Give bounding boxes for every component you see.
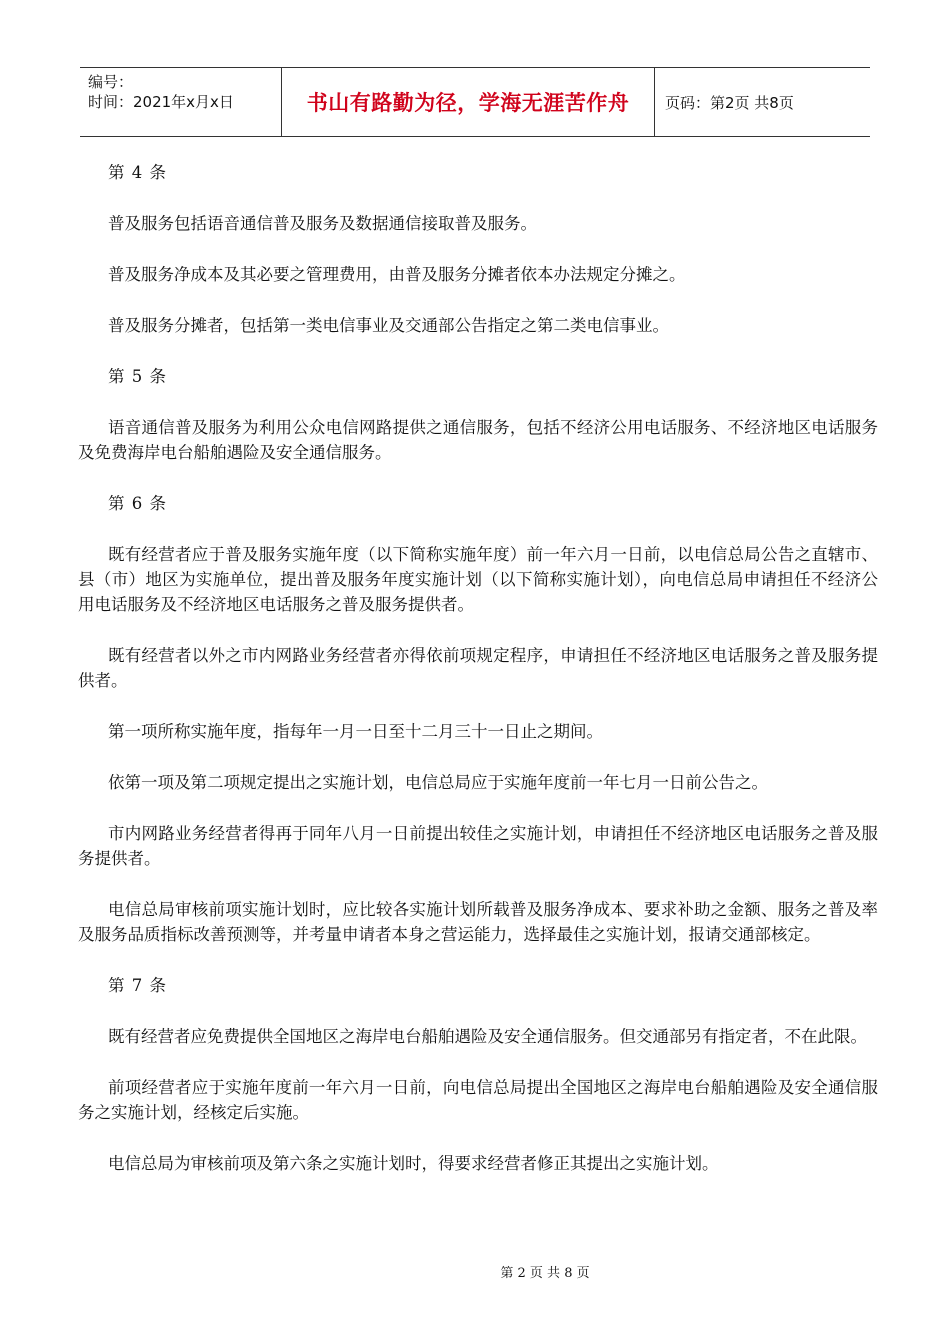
paragraph: 普及服务分摊者，包括第一类电信事业及交通部公告指定之第二类电信事业。 bbox=[108, 316, 669, 335]
article-heading: 第 4 条 bbox=[108, 163, 167, 182]
article-heading: 第 6 条 bbox=[108, 494, 167, 513]
paragraph: 市内网路业务经营者得再于同年八月一日前提出较佳之实施计划，申请担任不经济地区电话服务之普及服务提供者。 bbox=[78, 824, 878, 868]
paragraph: 既有经营者以外之市内网路业务经营者亦得依前项规定程序，申请担任不经济地区电话服务之普及服务提供者。 bbox=[78, 646, 878, 690]
page-footer: 第 2 页 共 8 页 bbox=[500, 1266, 590, 1281]
document-number: 编号： bbox=[88, 73, 134, 91]
paragraph: 电信总局为审核前项及第六条之实施计划时，得要求经营者修正其提出之实施计划。 bbox=[108, 1154, 719, 1173]
paragraph: 既有经营者应免费提供全国地区之海岸电台船舶遇险及安全通信服务。但交通部另有指定者，不在此限。 bbox=[108, 1027, 867, 1046]
paragraph: 电信总局审核前项实施计划时，应比较各实施计划所载普及服务净成本、要求补助之金额、服务之普及率及服务品质指标改善预测等，并考量申请者本身之营运能力，选择最佳之实施计划，报请交通部核定。 bbox=[78, 900, 878, 944]
header-motto: 书山有路勤为径，学海无涯苦作舟 bbox=[282, 68, 655, 136]
paragraph: 语音通信普及服务为利用公众电信网路提供之通信服务，包括不经济公用电话服务、不经济地区电话服务及免费海岸电台船舶遇险及安全通信服务。 bbox=[78, 418, 878, 462]
paragraph: 普及服务净成本及其必要之管理费用，由普及服务分摊者依本办法规定分摊之。 bbox=[108, 265, 686, 284]
paragraph: 普及服务包括语音通信普及服务及数据通信接取普及服务。 bbox=[108, 214, 537, 233]
paragraph: 依第一项及第二项规定提出之实施计划，电信总局应于实施年度前一年七月一日前公告之。 bbox=[108, 773, 768, 792]
header-meta bbox=[80, 68, 282, 136]
paragraph: 前项经营者应于实施年度前一年六月一日前，向电信总局提出全国地区之海岸电台船舶遇险及安全通信服务之实施计划，经核定后实施。 bbox=[78, 1078, 878, 1122]
paragraph: 第一项所称实施年度，指每年一月一日至十二月三十一日止之期间。 bbox=[108, 722, 603, 741]
header-page-info: 页码：第2页 共8页 bbox=[665, 93, 794, 112]
article-heading: 第 5 条 bbox=[108, 367, 167, 386]
document-time: 时间：2021年x月x日 bbox=[88, 93, 234, 111]
page-header bbox=[80, 67, 870, 137]
paragraph: 既有经营者应于普及服务实施年度（以下简称实施年度）前一年六月一日前，以电信总局公告之直辖市、县（市）地区为实施单位，提出普及服务年度实施计划（以下简称实施计划），向电信总局申请担任不经济公用电话服务及不经济地区电话服务之普及服务提供者。 bbox=[78, 545, 878, 614]
article-heading: 第 7 条 bbox=[108, 976, 167, 995]
document-body bbox=[78, 160, 878, 1202]
